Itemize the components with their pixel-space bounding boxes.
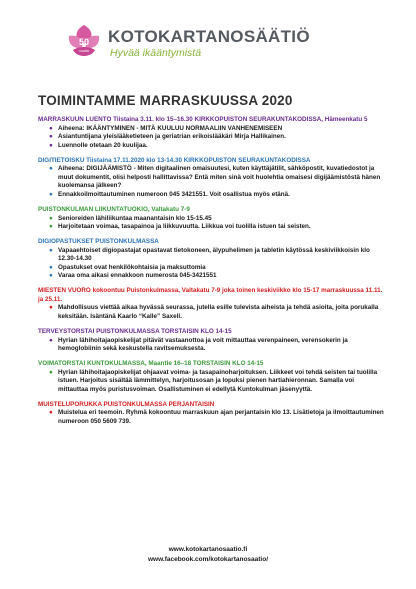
bullet-dot-icon: ● xyxy=(49,246,53,254)
event-title: TERVEYSTORSTAI PUISTONKULMASSA TORSTAISIN KLO 14-15 xyxy=(38,327,232,335)
anniversary-flower-icon xyxy=(64,22,104,62)
event-bullet xyxy=(38,272,384,281)
page-title: TOIMINTAMME MARRASKUUSSA 2020 xyxy=(38,93,293,108)
event-section xyxy=(38,157,384,200)
event-bullet xyxy=(38,125,384,134)
event-section xyxy=(38,360,384,394)
event-bullet xyxy=(38,191,384,200)
bullet-dot-icon: ● xyxy=(49,368,53,376)
bullet-text: Muistelua eri teemoin. Ryhmä kokoontuu marraskuun ajan perjantaisin klo 13. Lisätietoja ja ilmoittautuminen numeroon 050 5609 739. xyxy=(58,409,384,425)
slogan: Hyvää ikääntymistä xyxy=(110,47,202,59)
bullet-dot-icon: ● xyxy=(49,272,53,280)
event-title: DIGIOPASTUKSET PUISTONKULMASSA xyxy=(38,238,159,246)
event-bullet xyxy=(38,165,384,191)
bullet-dot-icon: ● xyxy=(49,223,53,231)
event-bullet xyxy=(38,215,384,224)
bullet-text: Mahdollisuus viettää aikaa hyvässä seurassa, jutella esille tulevista aiheista ja tehdä asioita, joita porukalla keksitään. Isäntänä Kaarlo “Kalle” Saxell. xyxy=(58,304,379,321)
website-link[interactable]: www.kotokartanosaatio.fi xyxy=(168,546,248,553)
bullet-text: Vapaaehtoiset digiopastajat opastavat tietokoneen, älypuhelimen ja tabletin käytössä keskiviikkoisin klo 12.30-14.30 xyxy=(58,246,370,263)
bullet-dot-icon: ● xyxy=(49,409,53,417)
event-section xyxy=(38,287,384,321)
event-title: VOIMATORSTAI KUNTOKULMASSA, Maantie 16–18 TORSTAISIN KLO 14-15 xyxy=(38,360,264,368)
bullet-dot-icon: ● xyxy=(49,263,53,271)
logo xyxy=(64,22,344,66)
event-title: MIESTEN VUORO kokoontuu Puistonkulmassa, Valtakatu 7-9 joka toinen keskiviikko klo 15-17 marraskuussa 11.11. ja 25.11. xyxy=(38,287,383,303)
event-title: DIGITIETOISKU Tiistaina 17.11.2020 klo 13-14.30 KIRKKOPUISTON SEURAKUNTAKODISSA xyxy=(38,156,311,164)
event-bullet xyxy=(38,409,384,426)
event-bullet xyxy=(38,142,384,151)
bullet-dot-icon: ● xyxy=(49,304,53,312)
bullet-dot-icon: ● xyxy=(49,191,53,199)
event-bullet xyxy=(38,369,384,395)
bullet-text: Luennolle otetaan 20 kuulijaa. xyxy=(58,141,148,149)
event-section xyxy=(38,401,384,427)
bullet-text: Harjoitetaan voimaa, tasapainoa ja liikkuvuutta. Liikkua voi tuolilla istuen tai seisten. xyxy=(58,223,311,231)
bullet-text: Asiantuntijana yleislääketieteen ja geriatrian erikoislääkäri Mirja Hallikainen. xyxy=(58,133,286,141)
event-bullet xyxy=(38,223,384,232)
event-bullet xyxy=(38,264,384,273)
bullet-text: Varaa oma aikasi ennakkoon numerosta 045-3421551 xyxy=(58,272,217,280)
bullet-text: Aiheena: IKÄÄNTYMINEN - MITÄ KUULUU NORMAALIIN VANHENEMISEEN xyxy=(58,124,283,132)
event-title: PUISTONKULMAN LIIKUNTATUOKIO, Valtakatu 7-9 xyxy=(38,205,190,213)
event-bullet xyxy=(38,247,384,264)
event-title: MUISTELUPORUKKA PUISTONKULMASSA PERJANTAISIN xyxy=(38,400,215,408)
badge-number: 50 xyxy=(78,37,90,47)
bullet-text: Opastukset ovat henkilökohtaisia ja maksuttomia xyxy=(58,263,206,271)
bullet-dot-icon: ● xyxy=(49,124,53,132)
bullet-text: Ennakkoilmoittautuminen numeroon 045 3421551. Voit osallistua myös etänä. xyxy=(58,191,290,199)
bullet-dot-icon: ● xyxy=(49,165,53,173)
event-bullet xyxy=(38,304,384,321)
facebook-link[interactable]: www.facebook.com/kotokartanosaatio/ xyxy=(147,556,269,563)
bullet-text: Hyrian lähihoitajaopiskelijat ohjaavat voima- ja tasapainoharjoituksen. Liikkeet voi tehdä seisten tai tuolilla istuen. Harjoitus sisältää lämmittelyn, harjoitusosan ja lopuksi pienen hartiahieronnan. Samalla voi mittauttaa myös puristusvoiman. Osallistuminen ei edellytä Kuntokulman jäsenyyttä. xyxy=(58,368,378,393)
bullet-text: Senioreiden lähiliikuntaa maanantaisin klo 15-15.45 xyxy=(58,214,212,222)
bullet-dot-icon: ● xyxy=(49,141,53,149)
event-bullet xyxy=(38,337,384,354)
event-section xyxy=(38,328,384,354)
bullet-text: Aiheena: DIGIJÄÄMISTÖ - Miten digitaalinen omaisuutesi, kuten käyttäjätilit, sähköpostit, kuvatiedostot ja muut dokumentit, olisi helposti hallittavissa? Entä miten sinä voit huolehtia omaisesi digijäämistöstä hänen kuolemansa jälkeen? xyxy=(58,165,381,190)
event-section xyxy=(38,116,384,150)
bullet-dot-icon: ● xyxy=(49,214,53,222)
event-section xyxy=(38,206,384,232)
bullet-dot-icon: ● xyxy=(49,336,53,344)
bullet-text: Hyrian lähihoitajaopiskelijat pitävät vastaanottoa ja voit mittauttaa verenpaineen, verensokerin ja hemoglobiinin sekä keskustella ravitsemuksesta. xyxy=(58,336,348,353)
event-section xyxy=(38,238,384,281)
bullet-dot-icon: ● xyxy=(49,133,53,141)
event-title: MARRASKUUN LUENTO Tiistaina 3.11. klo 15–16.30 KIRKKOPUISTON SEURAKUNTAKODISSA, Hämeenkatu 5 xyxy=(38,116,368,123)
organization-name: KOTOKARTANOSÄÄTIÖ xyxy=(108,27,310,46)
event-bullet xyxy=(38,133,384,142)
events-list xyxy=(38,116,384,433)
badge-subtext: vuotta xyxy=(79,49,89,53)
